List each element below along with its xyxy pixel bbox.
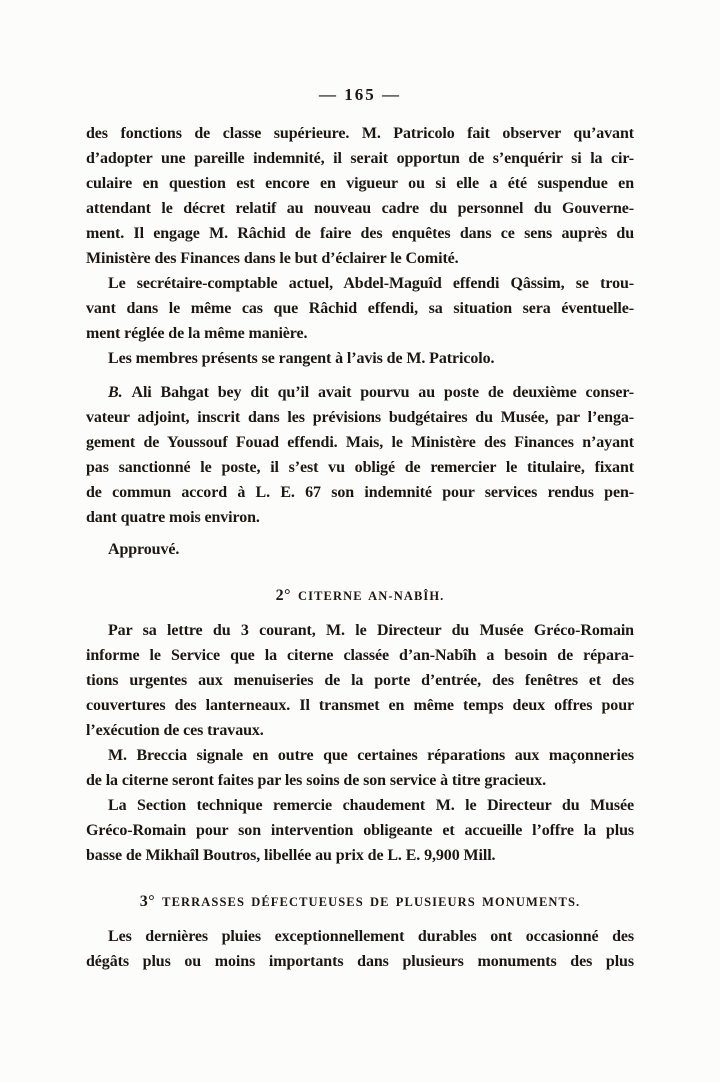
text-line: attendant le décret relatif au nouveau cadre du personnel du Gouverne-: [86, 200, 634, 217]
paragraph: [86, 537, 634, 562]
text-line: Les membres présents se rangent à l’avis de M. Patricolo.: [108, 350, 495, 367]
paragraph: [86, 793, 634, 868]
text-line: dégâts plus ou moins importants dans plusieurs monuments des plus: [86, 953, 634, 970]
text-line: Approuvé.: [108, 541, 180, 558]
text-line: de commun accord à L. E. 67 son indemnité pour services rendus pen-: [86, 484, 634, 501]
text-line: culaire en question est encore en vigueur ou si elle a été suspendue en: [86, 175, 634, 192]
text-line: gement de Youssouf Fouad effendi. Mais, le Ministère des Finances n’ayant: [86, 434, 634, 451]
text-line: couvertures des lanterneaux. Il transmet en même temps deux offres pour: [86, 697, 634, 714]
paragraph: [86, 380, 634, 530]
text-line: [86, 380, 634, 405]
heading-title: CITERNE AN-NABÎH.: [297, 589, 445, 603]
italic-lead: B.: [108, 384, 123, 401]
paragraph: [86, 924, 634, 974]
heading-number: 3°: [139, 893, 156, 910]
heading-title: TERRASSES DÉFECTUEUSES DE PLUSIEURS MONUMENTS.: [162, 895, 581, 909]
text-line: Par sa lettre du 3 courant, M. le Directeur du Musée Gréco-Romain: [108, 622, 634, 639]
text-line: La Section technique remercie chaudement M. le Directeur du Musée: [108, 797, 634, 814]
heading-number: 2°: [275, 587, 291, 604]
text-line: vant dans le même cas que Râchid effendi, sa situation sera éventuelle-: [86, 300, 634, 317]
text-line: tions urgentes aux menuiseries de la porte d’entrée, des fenêtres et des: [86, 672, 634, 689]
text-line: dant quatre mois environ.: [86, 509, 260, 526]
paragraph: [86, 743, 634, 793]
section-heading: [86, 583, 634, 609]
text-line: Le secrétaire-comptable actuel, Abdel-Maguîd effendi Qâssim, se trou-: [108, 275, 634, 292]
text-line: M. Breccia signale en outre que certaines réparations aux maçonneries: [108, 747, 634, 764]
paragraph: [86, 346, 634, 371]
text-line: l’exécution de ces travaux.: [86, 722, 264, 739]
text-line-rest: Ali Bahgat bey dit qu’il avait pourvu au poste de deuxième conser-: [131, 384, 634, 401]
text-line: Gréco-Romain pour son intervention obligeante et accueille l’offre la plus: [86, 822, 634, 839]
text-line: vateur adjoint, inscrit dans les prévisions budgétaires du Musée, par l’enga-: [86, 409, 634, 426]
section-heading: [86, 889, 634, 915]
page-body: [86, 121, 634, 974]
text-line: ment réglée de la même manière.: [86, 325, 308, 342]
text-line: de la citerne seront faites par les soins de son service à titre gracieux.: [86, 772, 547, 789]
text-line: basse de Mikhaîl Boutros, libellée au prix de L. E. 9,900 Mill.: [86, 847, 496, 864]
text-line: des fonctions de classe supérieure. M. Patricolo fait observer qu’avant: [86, 125, 634, 142]
paragraph: [86, 618, 634, 743]
text-line: pas sanctionné le poste, il s’est vu obligé de remercier le titulaire, fixant: [86, 459, 634, 476]
text-line: ment. Il engage M. Râchid de faire des enquêtes dans ce sens auprès du: [86, 225, 634, 242]
text-line: Les dernières pluies exceptionnellement durables ont occasionné des: [108, 928, 634, 945]
text-line: d’adopter une pareille indemnité, il serait opportun de s’enquérir si la cir-: [86, 150, 634, 167]
paragraph: [86, 271, 634, 346]
paragraph: [86, 121, 634, 271]
text-line: Ministère des Finances dans le but d’éclairer le Comité.: [86, 250, 459, 267]
page-number: — 165 —: [319, 85, 401, 104]
text-line: informe le Service que la citerne classée d’an-Nabîh a besoin de répara-: [86, 647, 634, 664]
